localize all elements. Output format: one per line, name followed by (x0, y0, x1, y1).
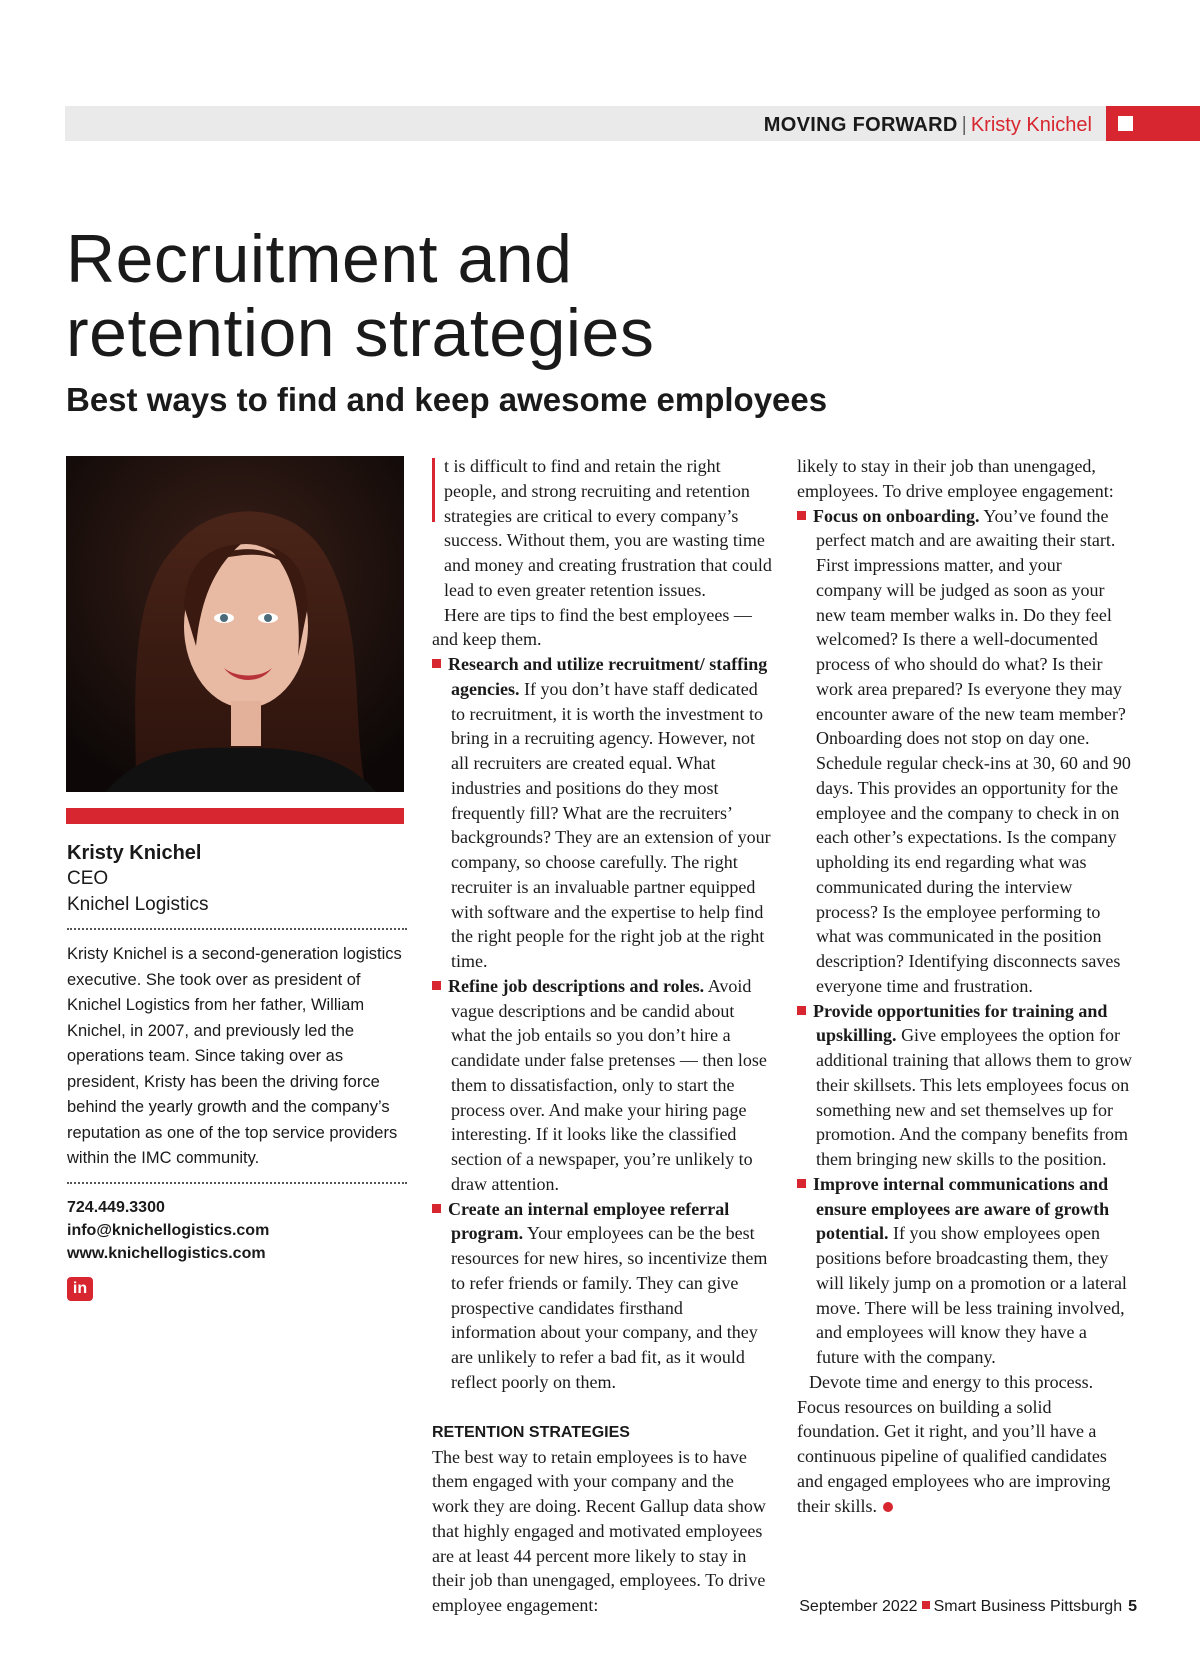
contact-phone: 724.449.3300 (67, 1198, 165, 1216)
title-line-1: Recruitment and (66, 221, 573, 297)
linkedin-icon-label: in (72, 1279, 88, 1297)
tip-heading: Create an internal employee referral program. (448, 1198, 730, 1244)
bullet-square-icon (432, 1204, 441, 1213)
header-author: Kristy Knichel (970, 114, 1092, 136)
header-accent-block (1106, 106, 1200, 141)
article-column-right (797, 454, 1132, 1518)
tip-text: If you show employees open positions before broadcasting them, they will likely jump on a promotion or a lateral move. There will be less training involved, and employees will know they have a future with the company. (816, 1223, 1127, 1367)
tip-text: You’ve found the perfect match and are awaiting their start. First impressions matter, and your company will be judged as soon as your new team member walks in. Do they feel welcomed? Is there a well-documented process of who should do what? Is their work area prepared? Is everyone they may encounter aware of the new team member? Onboarding does not stop on day one. Schedule regular check-ins at 30, 60 and 90 days. This provides an opportunity for the employee and the company to check in on each other’s expectations. Is the company upholding its end regarding what was communicated during the interview process? Is the employee performing to what was communicated in the position description? Identifying disconnects saves everyone time and frustration. (816, 505, 1131, 996)
section-name: MOVING FORWARD (763, 114, 958, 136)
tip-text: Give employees the option for additional training that allows them to grow their skillsets. This lets employees focus on something new and set themselves up for promotion. And the company benefits from them bringing new skills to the position. (816, 1025, 1132, 1169)
page-footer (799, 1596, 1137, 1618)
article-column-middle (432, 454, 772, 1615)
photo-red-rule (66, 808, 404, 824)
author-bio: Kristy Knichel is a second-generation logistics executive. She took over as president of Knichel Logistics from her father, William Knichel, in 2007, and previously led the operations team. Since taking over as president, Kristy has been the driving force behind the yearly growth and the company’s reputation as one of the top service providers within the IMC community. (67, 945, 402, 1167)
list-item (432, 1197, 772, 1395)
list-item (797, 504, 1132, 999)
retention-intro: The best way to retain employees is to have them engaged with your company and the work they are doing. Recent Gallup data show that highly engaged and motivated employees are at least 44 percent more likely to stay in their job than unengaged, employees. To drive employee engagement: (432, 1446, 766, 1615)
article-subtitle: Best ways to find and keep awesome employees (66, 381, 828, 418)
title-line-2: retention strategies (66, 295, 655, 371)
header-separator: | (961, 114, 967, 136)
bullet-square-icon (797, 511, 806, 520)
article-title (66, 222, 966, 370)
closing-paragraph (797, 1370, 1132, 1519)
retention-intro-continued: likely to stay in their job than unengaged, employees. To drive employee engagement: (797, 456, 1114, 501)
contact-website[interactable]: www.knichellogistics.com (67, 1244, 266, 1262)
tip-heading: Research and utilize recruitment/ staffing agencies. (448, 654, 768, 699)
tip-text: Your employees can be the best resources for new hires, so incentivize them to refer friends or family. They can give prospective candidates firsthand information about your company, and they are unlikely to refer a bad fit, as it would reflect poorly on them. (451, 1223, 768, 1392)
intro-text: t is difficult to find and retain the right people, and strong recruiting and retention strategies are critical to every company’s success. Without them, you are wasting time and money and creating frustration that could lead to even greater retention issues. (444, 456, 772, 600)
retention-heading: RETENTION STRATEGIES (432, 1423, 630, 1441)
square-icon (1118, 116, 1133, 131)
list-item (432, 652, 772, 974)
author-name: Kristy Knichel (67, 842, 202, 864)
closing-text: Devote time and energy to this process. Focus resources on building a solid foundation. Get it right, and you’ll have a continuous pipeline of qualified candidates and engaged employees who are improving their skills. (797, 1371, 1111, 1516)
tip-heading: Focus on onboarding. (813, 505, 980, 526)
footer-square-icon (922, 1601, 930, 1609)
tip-text: If you don’t have staff dedicated to recruitment, it is worth the investment to bring in a recruiting agency. However, not all recruiters are created equal. What industries and positions do they most frequently fill? What are the recruiters’ backgrounds? They are an extension of your company, so choose carefully. The right recruiter is an invaluable partner equipped with software and the expertise to help find the right people for the right job at the right time. (451, 678, 771, 971)
page-number: 5 (1128, 1598, 1137, 1615)
tip-text: Avoid vague descriptions and be candid about what the job entails so you don’t hire a candidate under false pretenses — then lose them to dissatisfaction, only to start the process over. And make your hiring page interesting. If it looks like the classified section of a newspaper, you’re unlikely to draw attention. (451, 975, 767, 1194)
tips-intro: Here are tips to find the best employees — and keep them. (432, 604, 752, 650)
linkedin-icon[interactable] (67, 1277, 93, 1301)
bullet-square-icon (432, 981, 441, 990)
tip-heading: Provide opportunities for training and upskilling. (813, 1000, 1108, 1046)
footer-publication: Smart Business Pittsburgh (933, 1598, 1123, 1615)
author-role: CEO (67, 868, 109, 889)
bullet-square-icon (797, 1006, 806, 1015)
author-company: Knichel Logistics (67, 894, 209, 915)
list-item (797, 1172, 1132, 1370)
contact-divider (67, 1182, 407, 1184)
dropcap-bar (432, 458, 435, 522)
portrait-image (66, 456, 404, 792)
list-item (432, 974, 772, 1197)
list-item (797, 999, 1132, 1172)
end-mark-icon (883, 1502, 893, 1512)
contact-email[interactable]: info@knichellogistics.com (67, 1221, 270, 1239)
footer-date: September 2022 (799, 1598, 918, 1615)
author-photo (66, 456, 404, 792)
bullet-square-icon (797, 1179, 806, 1188)
tip-heading: Improve internal communications and ensure employees are aware of growth potential. (813, 1173, 1110, 1244)
tip-heading: Refine job descriptions and roles. (448, 975, 705, 996)
bio-divider (67, 928, 407, 930)
author-bio-box (67, 840, 407, 1301)
intro-paragraph (432, 454, 772, 603)
section-header (764, 113, 1092, 137)
bullet-square-icon (432, 659, 441, 668)
